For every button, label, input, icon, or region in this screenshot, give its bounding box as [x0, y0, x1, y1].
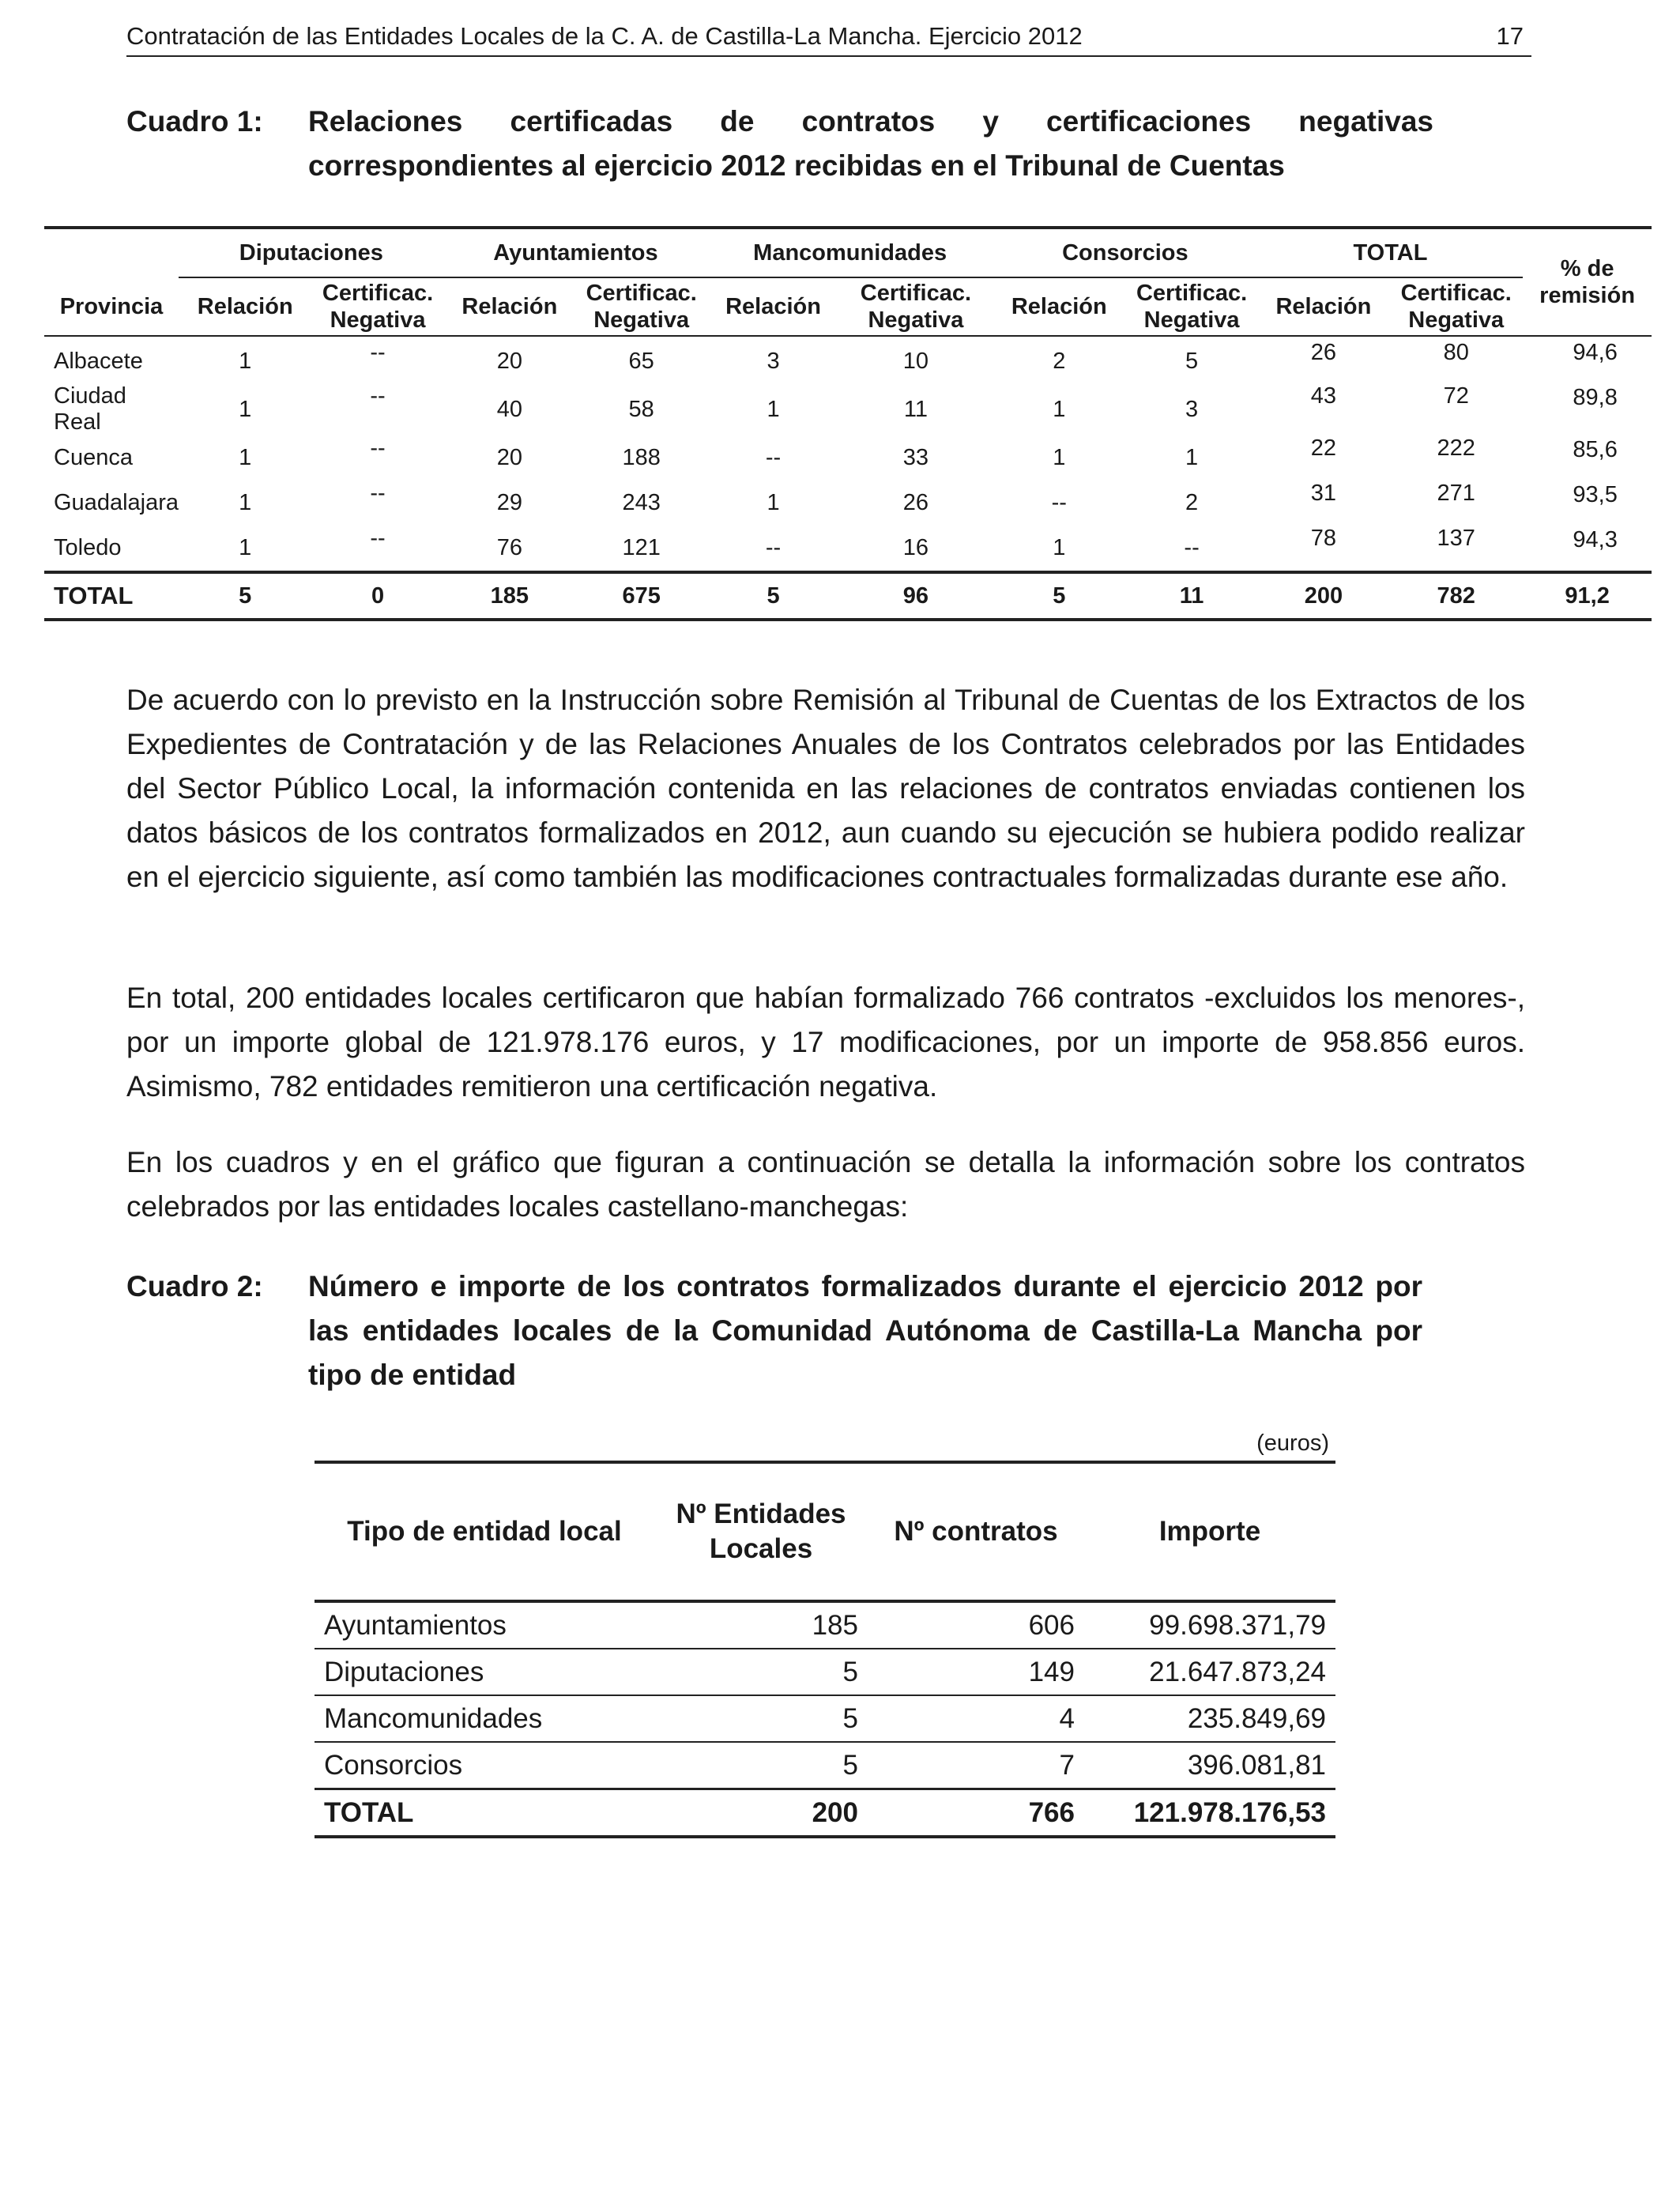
- table1-cell: 5: [707, 572, 839, 620]
- table2-row: [315, 1695, 1335, 1742]
- col-header: Relación: [1258, 277, 1390, 336]
- group-header: TOTAL: [1258, 228, 1524, 277]
- table1-cell: 40: [496, 396, 522, 422]
- table1-cell: --: [765, 445, 782, 470]
- table1-cell: 43: [1310, 383, 1337, 409]
- table1-sub-row: [44, 277, 1652, 336]
- table2-label: Cuadro 2:: [126, 1270, 263, 1302]
- col-header: Relación: [993, 277, 1125, 336]
- table2-total-row: [315, 1789, 1335, 1838]
- table1-cell: 33: [902, 445, 929, 470]
- col-header: Relación: [444, 277, 576, 336]
- col-header: Importe: [1084, 1462, 1335, 1601]
- table1-cell: 93,5: [1573, 482, 1618, 507]
- col-header: Certificac. Negativa: [1126, 277, 1258, 336]
- table1-cell: 11: [1126, 572, 1258, 620]
- table1-row: [44, 336, 1652, 383]
- table1-cell: 188: [622, 445, 661, 470]
- table2-cell: 606: [868, 1601, 1084, 1649]
- table1-cell: 72: [1443, 383, 1469, 409]
- table1-cell: 1: [239, 535, 252, 560]
- table1-cell: 2: [1185, 490, 1199, 515]
- table1-cell: --: [765, 535, 782, 560]
- table1-cell: 1: [767, 490, 780, 515]
- table1-cell: 58: [628, 396, 654, 422]
- col-header: Certificac. Negativa: [839, 277, 993, 336]
- table1-cell: 16: [902, 535, 929, 560]
- table1-cell: 29: [496, 490, 522, 515]
- table1-cell: 3: [1185, 396, 1199, 422]
- table2-cell: 5: [654, 1695, 868, 1742]
- province-cell: Guadalajara: [54, 490, 179, 515]
- table1-cell: 22: [1310, 435, 1337, 461]
- table1-row: [44, 481, 1652, 526]
- table1-label: Cuadro 1:: [126, 105, 263, 138]
- table1-row: [44, 383, 1652, 435]
- table1-cell: 0: [311, 572, 443, 620]
- province-cell: Albacete: [54, 349, 143, 374]
- paragraph: De acuerdo con lo previsto en la Instrucción sobre Remisión al Tribunal de Cuentas de los Extractos de los Expedientes de Contratación y de las Relaciones Anuales de los Contratos celebrados por las Entidades del Sector Público Local, la información contenida en las relaciones de contratos enviadas contienen los datos básicos de los contratos formalizados en 2012, aun cuando su ejecución se hubiera podido realizar en el ejercicio siguiente, así como también las modificaciones contractuales formalizadas durante ese año.: [126, 684, 1525, 893]
- table1-cell: 1: [1053, 445, 1066, 470]
- col-header: Relación: [707, 277, 839, 336]
- table1-cell: 26: [1310, 340, 1337, 365]
- table1-cell: 2: [1053, 349, 1066, 374]
- group-header: Consorcios: [993, 228, 1258, 277]
- table1-cell: --: [1051, 490, 1067, 515]
- table1-cell: 94,3: [1573, 527, 1618, 552]
- table2-cell: 396.081,81: [1084, 1742, 1335, 1789]
- table1-cell: 89,8: [1573, 385, 1618, 410]
- col-header: Nº Entidades Locales: [654, 1462, 868, 1601]
- table1-cell: 1: [1185, 445, 1199, 470]
- entity-type-cell: TOTAL: [315, 1789, 654, 1838]
- table1-cell: 11: [903, 396, 928, 422]
- entity-type-cell: Ayuntamientos: [315, 1601, 654, 1649]
- table1-cell: 1: [767, 396, 780, 422]
- entity-type-cell: Diputaciones: [315, 1649, 654, 1695]
- province-cell: Ciudad Real: [54, 383, 126, 435]
- col-header: Tipo de entidad local: [315, 1462, 654, 1601]
- table1-cell: 1: [239, 490, 252, 515]
- table1-cell: 5: [993, 572, 1125, 620]
- table1-cell: --: [370, 435, 386, 461]
- table1-cell: 80: [1443, 340, 1469, 365]
- province-cell: Cuenca: [54, 445, 133, 470]
- table1-cell: 31: [1310, 481, 1337, 506]
- table1-cell: 20: [496, 445, 522, 470]
- page-number: 17: [1496, 22, 1524, 50]
- table2-header-row: [315, 1462, 1335, 1601]
- col-header: Certificac. Negativa: [575, 277, 707, 336]
- header-title: Contratación de las Entidades Locales de la C. A. de Castilla-La Mancha. Ejercicio 2012: [126, 22, 1083, 50]
- table1-cell: 76: [496, 535, 522, 560]
- entity-type-cell: Mancomunidades: [315, 1695, 654, 1742]
- col-header: Relación: [179, 277, 311, 336]
- table2-cell: 5: [654, 1649, 868, 1695]
- table1-row: [44, 526, 1652, 572]
- table1-cell: 65: [628, 349, 654, 374]
- table1-cell: 85,6: [1573, 437, 1618, 462]
- table1-cell: --: [370, 481, 386, 506]
- table1-cell: 222: [1437, 435, 1475, 461]
- table1-cell: 137: [1437, 526, 1475, 551]
- col-header: Nº contratos: [868, 1462, 1084, 1601]
- table2-row: [315, 1649, 1335, 1695]
- page-header: [126, 21, 1531, 57]
- table2-cell: 200: [654, 1789, 868, 1838]
- table1-cell: 5: [179, 572, 311, 620]
- table1-cell: 675: [575, 572, 707, 620]
- col-header: Certificac. Negativa: [311, 277, 443, 336]
- table1-cell: 271: [1437, 481, 1475, 506]
- table1-cell: 20: [496, 349, 522, 374]
- pct-header: % de remisión: [1523, 228, 1652, 336]
- table1-cell: 91,2: [1523, 572, 1652, 620]
- table1-cell: 10: [902, 349, 929, 374]
- table1-cell: --: [1184, 535, 1200, 560]
- table1-row: [44, 435, 1652, 481]
- table1-cell: 3: [767, 349, 780, 374]
- table2-cell: 121.978.176,53: [1084, 1789, 1335, 1838]
- table2-cell: 21.647.873,24: [1084, 1649, 1335, 1695]
- table2-cell: 5: [654, 1742, 868, 1789]
- table1-cell: 185: [444, 572, 576, 620]
- group-header: Mancomunidades: [707, 228, 993, 277]
- table2-row: [315, 1742, 1335, 1789]
- table1-cell: --: [370, 526, 386, 551]
- table1-cell: 96: [839, 572, 993, 620]
- province-cell: Toledo: [54, 535, 122, 560]
- table1-group-row: [44, 228, 1652, 277]
- paragraph: En los cuadros y en el gráfico que figuran a continuación se detalla la información sobre los contratos celebrados por las entidades locales castellano-manchegas:: [126, 1146, 1525, 1223]
- table2-caption-text: Número e importe de los contratos formalizados durante el ejercicio 2012 por las entidades locales de la Comunidad Autónoma de Castilla-La Mancha por tipo de entidad: [308, 1270, 1422, 1391]
- table1-cell: 1: [1053, 535, 1066, 560]
- table1-cell: 26: [902, 490, 929, 515]
- paragraph: En total, 200 entidades locales certificaron que habían formalizado 766 contratos -excluidos los menores-, por un importe global de 121.978.176 euros, y 17 modificaciones, por un importe de 958.856 euros. Asimismo, 782 entidades remitieron una certificación negativa.: [126, 982, 1525, 1103]
- entity-type-cell: Consorcios: [315, 1742, 654, 1789]
- table1-cell: 78: [1310, 526, 1337, 551]
- table1-cell: 782: [1389, 572, 1523, 620]
- table1-caption-text: Relaciones certificadas de contratos y certificaciones negativas correspondientes al ejercicio 2012 recibidas en el Tribunal de Cuentas: [308, 105, 1433, 182]
- table1-cell: 1: [239, 445, 252, 470]
- table2-cell: 7: [868, 1742, 1084, 1789]
- table1-cell: 243: [622, 490, 661, 515]
- table1-cell: --: [370, 383, 386, 409]
- table2-cell: 149: [868, 1649, 1084, 1695]
- table1-total-row: [44, 572, 1652, 620]
- table1-cell: 121: [622, 535, 661, 560]
- table2-row: [315, 1601, 1335, 1649]
- table1: [44, 226, 1652, 621]
- province-header: Provincia: [44, 277, 179, 336]
- table1-cell: 1: [239, 396, 252, 422]
- table1-cell: 1: [1053, 396, 1066, 422]
- province-cell: TOTAL: [44, 572, 179, 620]
- table2-cell: 99.698.371,79: [1084, 1601, 1335, 1649]
- table1-cell: --: [370, 340, 386, 365]
- table1-cell: 1: [239, 349, 252, 374]
- table1-cell: 5: [1185, 349, 1199, 374]
- group-header: Ayuntamientos: [444, 228, 708, 277]
- table2: [315, 1461, 1335, 1838]
- table2-cell: 235.849,69: [1084, 1695, 1335, 1742]
- table1-cell: 200: [1258, 572, 1390, 620]
- col-header: Certificac. Negativa: [1389, 277, 1523, 336]
- units-label: (euros): [1256, 1431, 1329, 1456]
- table2-cell: 4: [868, 1695, 1084, 1742]
- table2-cell: 185: [654, 1601, 868, 1649]
- table1-cell: 94,6: [1573, 340, 1618, 365]
- table2-cell: 766: [868, 1789, 1084, 1838]
- group-header: Diputaciones: [179, 228, 444, 277]
